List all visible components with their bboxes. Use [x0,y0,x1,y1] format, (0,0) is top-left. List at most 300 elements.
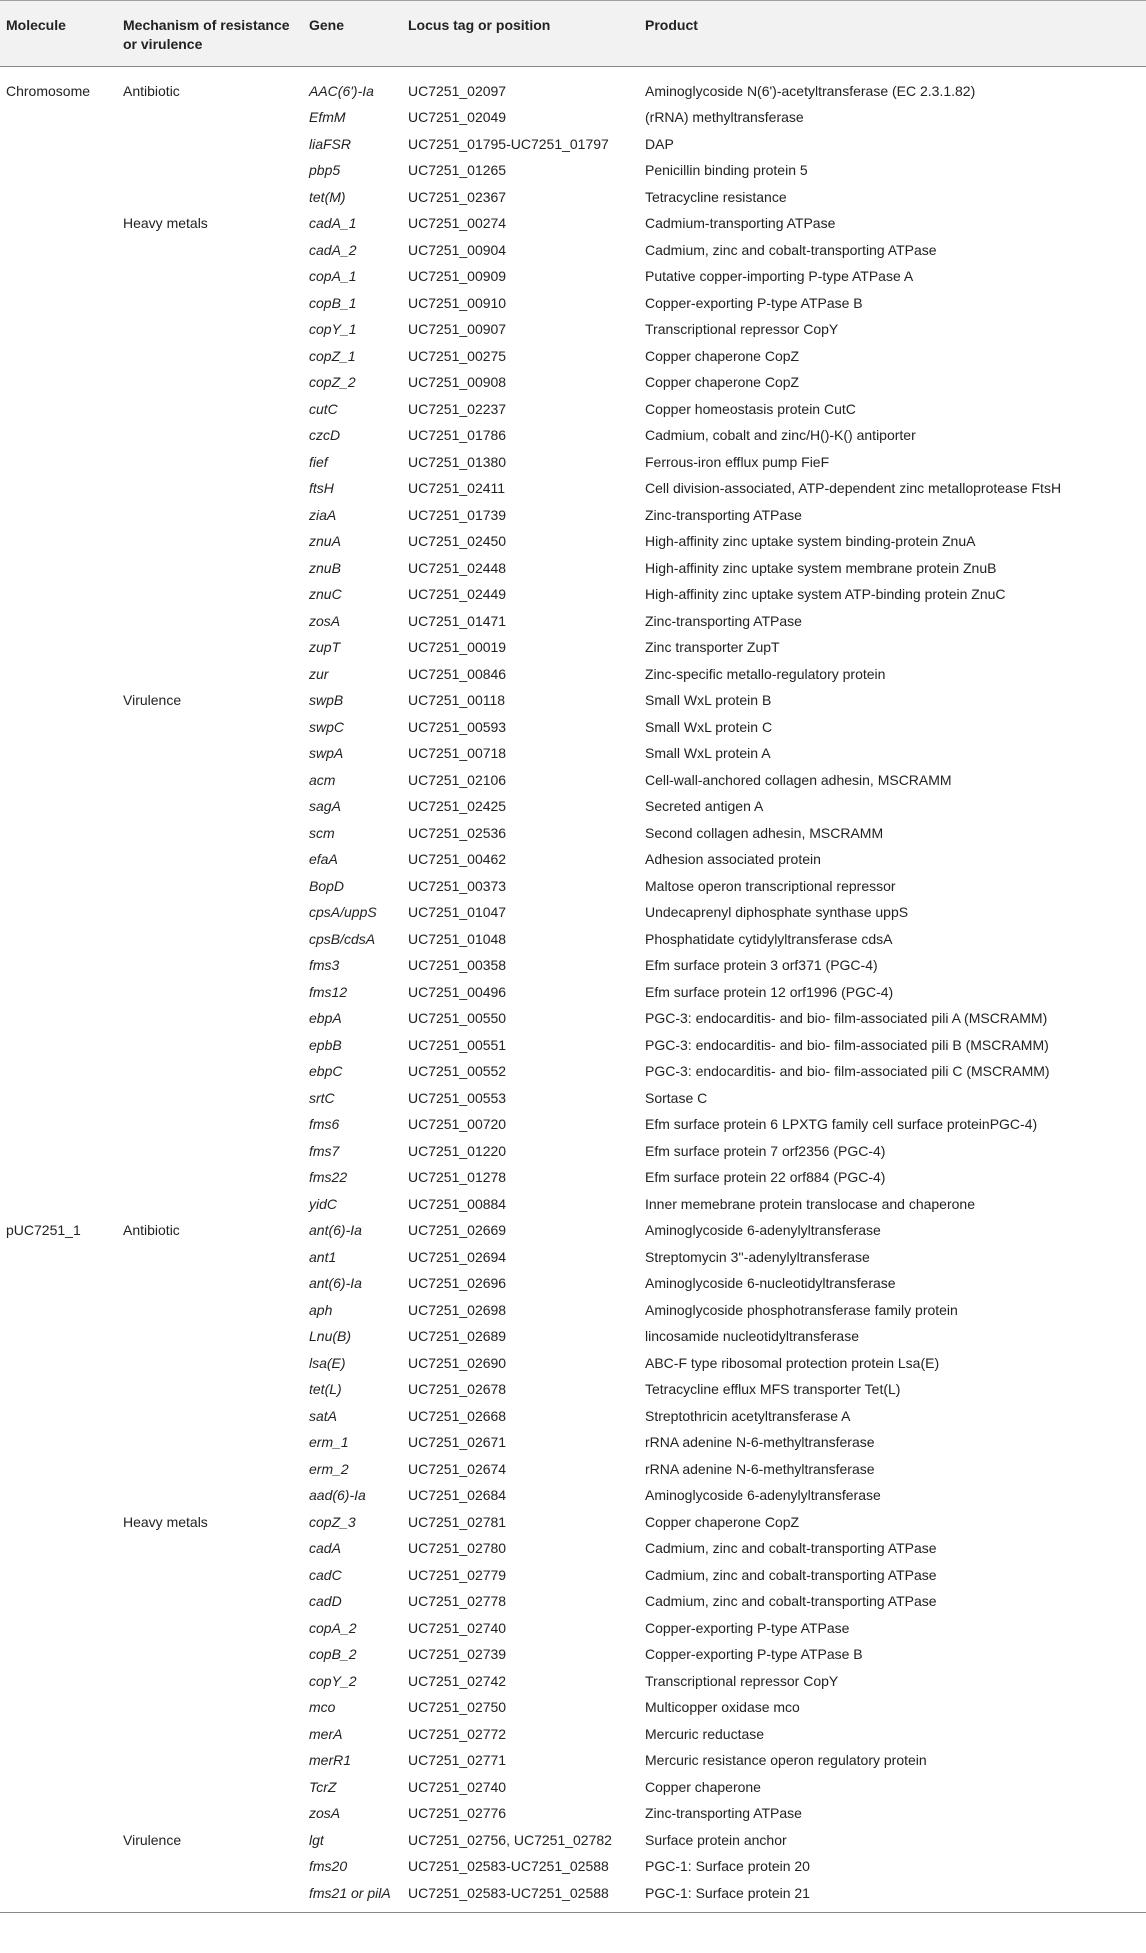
cell-locus: UC7251_02674 [408,1460,507,1477]
cell-mechanism [117,1615,303,1642]
cell-product: Ferrous-iron efflux pump FieF [645,453,830,470]
cell-locus: UC7251_02750 [408,1699,507,1715]
cell-product: Sortase C [645,1089,708,1106]
cell-gene: ebpC [309,1063,343,1079]
table-row [0,1376,1146,1403]
cell-gene: copB_1 [309,294,357,311]
cell-product: Copper-exporting P-type ATPase [645,1619,850,1636]
cell-mechanism [117,449,303,476]
cell-gene: copY_1 [309,321,357,337]
cell-locus: UC7251_00551 [408,1036,507,1053]
cell-molecule [0,1297,117,1324]
cell-molecule [0,767,117,794]
cell-molecule [0,846,117,873]
cell-product: Cadmium, zinc and cobalt-transporting ATPase [645,1593,937,1609]
cell-locus: UC7251_00718 [408,745,507,761]
cell-mechanism: Virulence [123,1831,182,1848]
cell-gene: copZ_1 [309,347,356,364]
cell-molecule [0,184,117,211]
header-gene: Gene [303,1,402,67]
cell-molecule [0,1191,117,1218]
table-row [0,608,1146,635]
cell-mechanism: Virulence [123,692,182,708]
cell-mechanism [117,263,303,290]
cell-gene: znuB [309,559,341,576]
cell-gene: fms7 [309,1142,340,1159]
table-row [0,1562,1146,1589]
cell-locus: UC7251_01471 [408,612,507,629]
table-row [0,396,1146,423]
cell-product: rRNA adenine N-6-methyltransferase [645,1460,875,1477]
table-row [0,157,1146,184]
cell-molecule [0,581,117,608]
cell-gene: yidC [309,1195,338,1212]
cell-locus: UC7251_02367 [408,188,507,205]
cell-gene: copA_2 [309,1619,357,1636]
cell-gene: aph [309,1301,333,1318]
cell-mechanism [117,1350,303,1377]
cell-molecule [0,1668,117,1695]
cell-gene: mco [309,1699,336,1715]
cell-product: PGC-1: Surface protein 20 [645,1858,810,1874]
cell-gene: EfmM [309,109,346,125]
cell-product: Transcriptional repressor CopY [645,321,839,337]
cell-gene: lgt [309,1831,324,1848]
cell-product: Mercuric reductase [645,1725,765,1742]
cell-product: High-affinity zinc uptake system membrane protein ZnuB [645,559,997,576]
table-row [0,104,1146,131]
cell-molecule [0,1827,117,1854]
cell-locus: UC7251_02449 [408,586,507,602]
cell-locus: UC7251_02740 [408,1778,507,1795]
cell-locus: UC7251_02696 [408,1275,507,1291]
cell-gene: cadD [309,1593,342,1609]
cell-molecule [0,1270,117,1297]
cell-locus: UC7251_01278 [408,1169,507,1185]
table-row [0,1456,1146,1483]
cell-gene: cutC [309,400,338,417]
cell-locus: UC7251_02742 [408,1672,507,1689]
cell-gene: efaA [309,851,338,867]
cell-gene: epbB [309,1036,342,1053]
cell-molecule [0,793,117,820]
cell-gene: cpsB/cdsA [309,930,376,947]
table-row [0,687,1146,714]
cell-product: Zinc-transporting ATPase [645,506,802,523]
cell-molecule [0,926,117,953]
cell-product: ABC-F type ribosomal protection protein Lsa(E) [645,1354,940,1371]
cell-product: rRNA adenine N-6-methyltransferase [645,1434,875,1450]
table-row [0,316,1146,343]
table-row [0,1721,1146,1748]
header-locus: Locus tag or position [402,1,639,67]
table-row [0,952,1146,979]
cell-product: Efm surface protein 3 orf371 (PGC-4) [645,957,878,973]
cell-gene: copZ_2 [309,374,356,390]
cell-product: Inner memebrane protein translocase and chaperone [645,1195,975,1212]
cell-gene: cadA_1 [309,215,357,231]
cell-mechanism [117,1747,303,1774]
cell-gene: zosA [309,1805,341,1821]
cell-product: Cadmium, zinc and cobalt-transporting ATPase [645,1540,937,1556]
cell-product: High-affinity zinc uptake system ATP-binding protein ZnuC [645,586,1006,602]
cell-mechanism [117,1721,303,1748]
cell-product: Tetracycline resistance [645,188,787,205]
cell-mechanism: Heavy metals [123,215,208,231]
table-row [0,67,1146,105]
cell-mechanism [117,740,303,767]
cell-locus: UC7251_00496 [408,983,507,1000]
table-row [0,1588,1146,1615]
cell-gene: cadC [309,1566,342,1583]
table-row [0,1827,1146,1854]
cell-locus: UC7251_02450 [408,533,507,549]
cell-locus: UC7251_02583-UC7251_02588 [402,1880,639,1913]
cell-gene: aad(6)-Ia [309,1487,366,1503]
header-product: Product [639,1,1146,67]
cell-molecule [0,1085,117,1112]
table-row [0,1774,1146,1801]
cell-product: Tetracycline efflux MFS transporter Tet(L) [645,1381,901,1397]
cell-gene: cpsA/uppS [309,904,377,920]
cell-gene: copY_2 [309,1672,357,1689]
cell-mechanism [117,1774,303,1801]
table-row [0,1323,1146,1350]
cell-product: PGC-3: endocarditis- and bio- film-associated pili C (MSCRAMM) [645,1063,1050,1079]
cell-product: Copper-exporting P-type ATPase B [645,294,863,311]
cell-product: Efm surface protein 6 LPXTG family cell surface proteinPGC-4) [645,1116,1038,1132]
cell-gene: ant(6)-Ia [309,1275,362,1291]
cell-gene: scm [309,824,335,841]
cell-product: PGC-1: Surface protein 21 [639,1880,1146,1913]
cell-locus: UC7251_02778 [408,1593,507,1609]
cell-molecule [0,1403,117,1430]
cell-product: High-affinity zinc uptake system binding-protein ZnuA [645,533,976,549]
cell-mechanism [117,1005,303,1032]
cell-product: Aminoglycoside 6-nucleotidyltransferase [645,1275,896,1291]
table-row [0,1138,1146,1165]
table-row [0,714,1146,741]
table-row [0,528,1146,555]
cell-mechanism [117,793,303,820]
table-row [0,1032,1146,1059]
cell-mechanism [117,1297,303,1324]
cell-mechanism [117,343,303,370]
table-row [0,634,1146,661]
cell-molecule [0,1694,117,1721]
cell-molecule [0,449,117,476]
cell-mechanism [117,131,303,158]
cell-molecule [0,1005,117,1032]
cell-gene: swpA [309,745,344,761]
cell-gene: fms21 or pilA [303,1880,402,1913]
cell-locus: UC7251_01739 [408,506,507,523]
cell-product: PGC-3: endocarditis- and bio- film-associated pili A (MSCRAMM) [645,1010,1048,1026]
cell-locus: UC7251_00910 [408,294,507,311]
cell-product: Copper-exporting P-type ATPase B [645,1646,863,1662]
cell-molecule [0,290,117,317]
cell-molecule [0,899,117,926]
cell-locus: UC7251_02425 [408,798,507,814]
cell-mechanism [117,1456,303,1483]
table-row [0,343,1146,370]
cell-molecule [0,104,117,131]
cell-locus: UC7251_00904 [408,241,507,258]
table-row [0,926,1146,953]
cell-locus: UC7251_00373 [408,877,507,894]
cell-product: Copper chaperone CopZ [645,347,800,364]
cell-mechanism [117,899,303,926]
cell-locus: UC7251_00908 [408,374,507,390]
cell-product: Maltose operon transcriptional repressor [645,877,896,894]
header-molecule: Molecule [0,1,117,67]
cell-molecule [0,555,117,582]
table-row [0,1297,1146,1324]
table-row [0,1853,1146,1880]
cell-gene: fms12 [309,983,348,1000]
cell-gene: merA [309,1725,343,1742]
cell-locus: UC7251_01786 [408,427,507,443]
cell-mechanism [117,1191,303,1218]
cell-mechanism: Heavy metals [123,1513,208,1530]
cell-molecule [0,687,117,714]
cell-product: Aminoglycoside 6-adenylyltransferase [645,1487,881,1503]
cell-locus: UC7251_02698 [408,1301,507,1318]
cell-mechanism [117,1694,303,1721]
cell-mechanism [117,1085,303,1112]
table-row [0,1880,1146,1913]
table-row [0,422,1146,449]
table-row [0,1509,1146,1536]
cell-gene: tet(M) [309,188,346,205]
cell-product: Small WxL protein A [645,745,771,761]
cell-locus: UC7251_00909 [408,268,507,284]
cell-mechanism [117,1032,303,1059]
cell-gene: zosA [309,612,341,629]
cell-gene: copZ_3 [309,1513,356,1530]
cell-gene: lsa(E) [309,1354,346,1371]
cell-gene: cadA_2 [309,241,357,258]
cell-molecule [0,1456,117,1483]
cell-gene: cadA [309,1540,341,1556]
cell-locus: UC7251_01048 [408,930,507,947]
cell-product: Zinc-transporting ATPase [645,1805,802,1821]
cell-locus: UC7251_02049 [408,109,507,125]
header-mechanism: Mechanism of resistance or virulence [117,1,303,67]
cell-mechanism [117,714,303,741]
cell-locus: UC7251_02739 [408,1646,507,1662]
cell-product: Efm surface protein 12 orf1996 (PGC-4) [645,983,894,1000]
cell-gene: ftsH [309,480,334,496]
cell-mechanism [117,846,303,873]
cell-molecule [0,502,117,529]
table-row [0,1668,1146,1695]
cell-mechanism [117,369,303,396]
cell-product: lincosamide nucleotidyltransferase [645,1328,859,1344]
cell-locus: UC7251_02411 [408,480,506,496]
cell-gene: swpC [309,718,345,735]
cell-locus: UC7251_01220 [408,1142,507,1159]
cell-gene: acm [309,771,336,788]
cell-molecule [0,952,117,979]
cell-molecule [0,131,117,158]
cell-product: Aminoglycoside phosphotransferase family protein [645,1301,958,1318]
table-row [0,290,1146,317]
cell-product: PGC-3: endocarditis- and bio- film-associated pili B (MSCRAMM) [645,1036,1049,1053]
cell-molecule [0,1058,117,1085]
cell-product: Secreted antigen A [645,798,764,814]
table-body [0,67,1146,1913]
cell-gene: BopD [309,877,345,894]
cell-locus: UC7251_02106 [408,771,507,788]
cell-mechanism [117,1376,303,1403]
table-row [0,1641,1146,1668]
cell-mechanism [117,237,303,264]
cell-mechanism [117,1058,303,1085]
cell-molecule [0,237,117,264]
cell-gene: sagA [309,798,341,814]
cell-mechanism [117,1323,303,1350]
table-row [0,793,1146,820]
cell-product: Copper chaperone CopZ [645,374,800,390]
cell-locus: UC7251_00275 [408,347,507,364]
cell-gene: zupT [309,639,341,655]
cell-mechanism [117,1853,303,1880]
cell-gene: swpB [309,692,344,708]
cell-product: Mercuric resistance operon regulatory protein [645,1752,927,1768]
cell-molecule [0,1350,117,1377]
table-row [0,1270,1146,1297]
cell-locus: UC7251_02237 [408,400,507,417]
cell-locus: UC7251_00846 [408,665,507,682]
cell-gene: merR1 [309,1752,352,1768]
cell-mechanism [117,502,303,529]
cell-product: Small WxL protein B [645,692,772,708]
table-row [0,1058,1146,1085]
table-row [0,1800,1146,1827]
cell-gene: czcD [309,427,341,443]
table-row [0,1111,1146,1138]
cell-molecule [0,1853,117,1880]
cell-molecule [0,1164,117,1191]
cell-gene: pbp5 [309,162,341,178]
cell-mechanism [117,1588,303,1615]
cell-mechanism [117,316,303,343]
cell-mechanism [117,104,303,131]
cell-molecule [0,1429,117,1456]
cell-product: Second collagen adhesin, MSCRAMM [645,824,884,841]
cell-molecule [0,422,117,449]
table-row [0,1403,1146,1430]
table-row [0,1747,1146,1774]
cell-mechanism [117,1164,303,1191]
cell-product: Putative copper-importing P-type ATPase A [645,268,914,284]
table-row [0,555,1146,582]
cell-locus: UC7251_02772 [408,1725,507,1742]
cell-locus: UC7251_00550 [408,1010,507,1026]
cell-gene: znuA [309,533,341,549]
cell-mechanism [117,926,303,953]
cell-gene: satA [309,1407,338,1424]
cell-locus: UC7251_00720 [408,1116,507,1132]
table-row [0,1535,1146,1562]
cell-molecule [0,528,117,555]
cell-gene: ant1 [309,1248,337,1265]
cell-locus: UC7251_02669 [408,1222,507,1238]
cell-molecule [0,369,117,396]
cell-product: Cadmium, cobalt and zinc/H()-K() antiporter [645,427,916,443]
cell-product: Streptothricin acetyltransferase A [645,1407,851,1424]
cell-molecule [0,1774,117,1801]
table-row [0,979,1146,1006]
cell-molecule [0,608,117,635]
cell-locus: UC7251_01795-UC7251_01797 [408,135,609,152]
cell-molecule [0,1562,117,1589]
table-row [0,1217,1146,1244]
cell-locus: UC7251_02776 [408,1805,507,1821]
cell-locus: UC7251_02536 [408,824,507,841]
cell-molecule [0,1535,117,1562]
cell-locus: UC7251_02097 [408,83,507,99]
table-row [0,1085,1146,1112]
cell-gene: Lnu(B) [309,1328,352,1344]
cell-molecule [0,475,117,502]
cell-mechanism [117,873,303,900]
cell-product: DAP [645,135,674,152]
cell-molecule [0,157,117,184]
cell-product: Penicillin binding protein 5 [645,162,808,178]
cell-locus: UC7251_02771 [408,1752,507,1768]
table-row [0,820,1146,847]
table-row [0,899,1146,926]
cell-gene: tet(L) [309,1381,342,1397]
table-row [0,1694,1146,1721]
cell-locus: UC7251_02690 [408,1354,507,1371]
cell-molecule [0,1244,117,1271]
cell-mechanism [117,555,303,582]
cell-gene: znuC [309,586,342,602]
cell-gene: copA_1 [309,268,357,284]
cell-mechanism [117,979,303,1006]
cell-product: Zinc-specific metallo-regulatory protein [645,665,886,682]
cell-product: Copper chaperone [645,1778,761,1795]
table-row [0,661,1146,688]
cell-gene: copB_2 [309,1646,357,1662]
cell-product: Cadmium-transporting ATPase [645,215,836,231]
cell-molecule [0,1880,117,1913]
cell-gene: fms22 [309,1169,348,1185]
cell-locus: UC7251_00274 [408,215,507,231]
cell-mechanism [117,767,303,794]
cell-molecule: Chromosome [6,83,91,99]
cell-locus: UC7251_02779 [408,1566,507,1583]
cell-gene: AAC(6')-Ia [309,83,374,99]
cell-mechanism [117,1244,303,1271]
cell-gene: erm_1 [309,1434,349,1450]
table-row [0,263,1146,290]
cell-product: Zinc transporter ZupT [645,639,780,655]
cell-locus: UC7251_02694 [408,1248,507,1265]
cell-mechanism [117,1535,303,1562]
cell-molecule [0,740,117,767]
table-row [0,846,1146,873]
cell-locus: UC7251_00019 [408,639,507,655]
cell-molecule [0,714,117,741]
cell-mechanism [117,1429,303,1456]
cell-gene: liaFSR [309,135,352,152]
table-row [0,131,1146,158]
cell-locus: UC7251_00462 [408,851,507,867]
